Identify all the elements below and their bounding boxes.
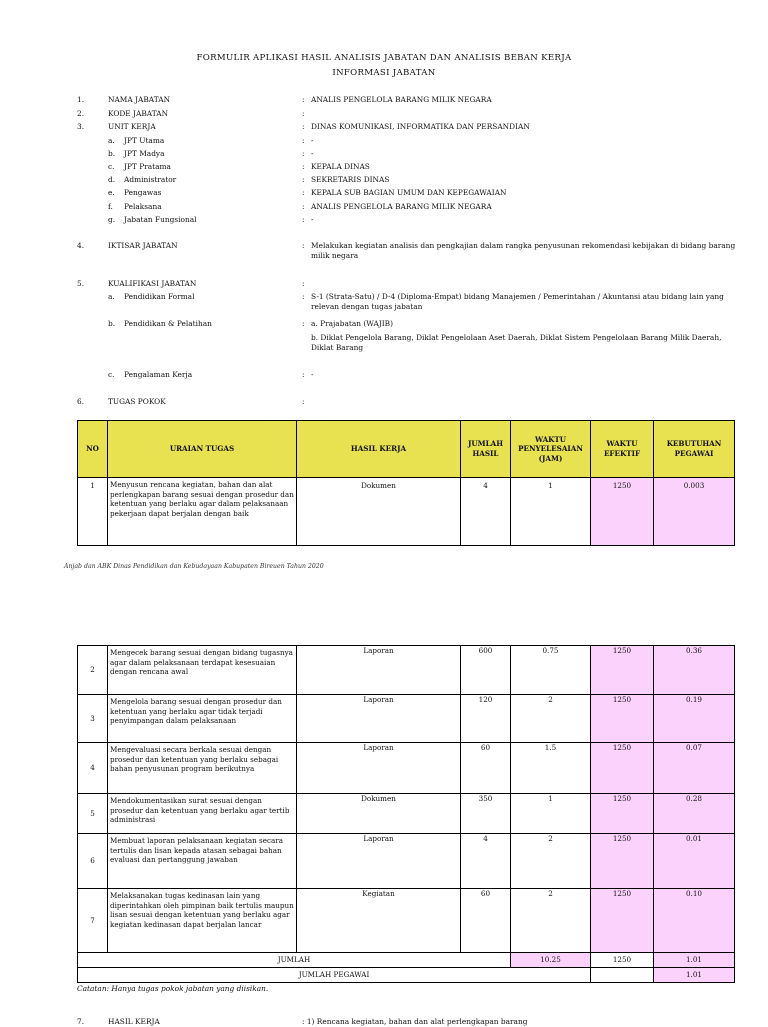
row-waktu: 1 xyxy=(511,794,591,834)
field-number: a. xyxy=(108,136,115,145)
field-value: SEKRETARIS DINAS xyxy=(311,175,390,184)
field-label: KODE JABATAN xyxy=(108,109,169,118)
header-no: NO xyxy=(78,421,108,478)
field-value: - xyxy=(311,370,314,379)
table-row xyxy=(78,646,735,695)
field-colon: : xyxy=(302,319,305,328)
field-number: b. xyxy=(108,319,116,328)
row-jumlah: 350 xyxy=(461,794,511,834)
field-label: UNIT KERJA xyxy=(108,122,156,131)
section-title: INFORMASI JABATAN xyxy=(332,68,436,78)
jumlah-waktu: 10.25 xyxy=(511,953,591,968)
field-label: JPT Utama xyxy=(124,136,165,145)
row-efektif: 1250 xyxy=(591,478,654,546)
row-no: 6 xyxy=(78,834,108,889)
field-label: HASIL KERJA xyxy=(108,1017,160,1026)
field-colon: : xyxy=(302,397,305,406)
field-colon: : xyxy=(302,122,305,131)
field-colon: : xyxy=(302,95,305,104)
row-no: 5 xyxy=(78,794,108,834)
field-number: 4. xyxy=(77,241,85,250)
jumlah-pegawai-value: 1.01 xyxy=(654,968,735,983)
row-no: 1 xyxy=(78,478,108,546)
row-jumlah: 4 xyxy=(461,834,511,889)
row-task: Membuat laporan pelaksanaan kegiatan secara tertulis dan lisan kepada atasan sebagai bahan evaluasi dan pertanggung jawaban xyxy=(108,834,297,889)
field-value: KEPALA DINAS xyxy=(311,162,370,171)
field-value: a. Prajabatan (WAJIB) xyxy=(311,319,393,328)
header-uraian-tugas: URAIAN TUGAS xyxy=(108,421,297,478)
row-waktu: 2 xyxy=(511,889,591,953)
jumlah-pegawai-row xyxy=(78,968,735,983)
header-jumlah-hasil: JUMLAH HASIL xyxy=(461,421,511,478)
field-number: 2. xyxy=(77,109,85,118)
field-colon: : xyxy=(302,136,305,145)
header-hasil-kerja: HASIL KERJA xyxy=(297,421,461,478)
row-jumlah: 4 xyxy=(461,478,511,546)
row-task: Mendokumentasikan surat sesuai dengan prosedur dan ketentuan yang berlaku agar tertib administrasi xyxy=(108,794,297,834)
row-kebutuhan: 0.36 xyxy=(654,646,735,695)
field-value: ANALIS PENGELOLA BARANG MILIK NEGARA xyxy=(311,95,492,104)
field-colon: : xyxy=(302,370,305,379)
field-label: TUGAS POKOK xyxy=(108,397,166,406)
field-label: IKTISAR JABATAN xyxy=(108,241,178,250)
table-row xyxy=(78,834,735,889)
row-hasil: Dokumen xyxy=(297,794,461,834)
field-colon: : xyxy=(302,188,305,197)
field-colon: : xyxy=(302,202,305,211)
row-kebutuhan: 0.07 xyxy=(654,743,735,794)
row-jumlah: 120 xyxy=(461,695,511,743)
field-number: c. xyxy=(108,162,115,171)
row-hasil: Laporan xyxy=(297,743,461,794)
catatan-note: Catatan: Hanya tugas pokok jabatan yang diisikan. xyxy=(77,984,269,993)
row-waktu: 2 xyxy=(511,834,591,889)
row-efektif: 1250 xyxy=(591,794,654,834)
jumlah-efektif: 1250 xyxy=(591,953,654,968)
row-hasil: Dokumen xyxy=(297,478,461,546)
table-row xyxy=(78,794,735,834)
field-colon: : xyxy=(302,241,305,250)
field-colon: : xyxy=(302,279,305,288)
row-waktu: 2 xyxy=(511,695,591,743)
field-number: d. xyxy=(108,175,116,184)
task-table-page1 xyxy=(77,420,735,546)
field-number: 1. xyxy=(77,95,85,104)
row-jumlah: 60 xyxy=(461,743,511,794)
row-task: Mengelola barang sesuai dengan prosedur dan ketentuan yang berlaku agar tidak terjadi penyimpangan dalam pelaksanaan xyxy=(108,695,297,743)
field-number: 5. xyxy=(77,279,85,288)
field-value: Melakukan kegiatan analisis dan pengkajian dalam rangka penyusunan rekomendasi kebijakan di bidang barang milik negara xyxy=(311,241,736,260)
row-waktu: 1.5 xyxy=(511,743,591,794)
table-row xyxy=(78,743,735,794)
field-number: c. xyxy=(108,370,115,379)
row-kebutuhan: 0.01 xyxy=(654,834,735,889)
row-jumlah: 60 xyxy=(461,889,511,953)
row-no: 4 xyxy=(78,743,108,794)
row-waktu: 1 xyxy=(511,478,591,546)
row-efektif: 1250 xyxy=(591,834,654,889)
field-value: - xyxy=(311,136,314,145)
field-label: Jabatan Fungsional xyxy=(124,215,197,224)
row-kebutuhan: 0.28 xyxy=(654,794,735,834)
row-efektif: 1250 xyxy=(591,889,654,953)
task-table-page2 xyxy=(77,645,735,983)
field-label: Pengawas xyxy=(124,188,162,197)
field-number: 7. xyxy=(77,1017,85,1026)
table-row xyxy=(78,695,735,743)
field-number: g. xyxy=(108,215,116,224)
field-label: Pendidikan Formal xyxy=(124,292,195,301)
field-value: ANALIS PENGELOLA BARANG MILIK NEGARA xyxy=(311,202,492,211)
row-no: 2 xyxy=(78,646,108,695)
field-colon: : xyxy=(302,215,305,224)
jumlah-label: JUMLAH xyxy=(78,953,511,968)
row-task: Menyusun rencana kegiatan, bahan dan alat perlengkapan barang sesuai dengan prosedur dan ketentuan yang berlaku agar dalam pelaksanaan pekerjaan dapat berjalan dengan baik xyxy=(108,478,297,546)
field-value: DINAS KOMUNIKASI, INFORMATIKA DAN PERSANDIAN xyxy=(311,122,530,131)
field-number: f. xyxy=(108,202,113,211)
row-hasil: Laporan xyxy=(297,834,461,889)
header-kebutuhan-pegawai: KEBUTUHAN PEGAWAI xyxy=(654,421,735,478)
field-number: 3. xyxy=(77,122,85,131)
header-waktu-efektif: WAKTU EFEKTIF xyxy=(591,421,654,478)
field-value-secondary: b. Diklat Pengelola Barang, Diklat Pengelolaan Aset Daerah, Diklat Sistem Pengelolaan Barang Milik Daerah, Diklat Barang xyxy=(311,333,722,352)
row-task: Mengecek barang sesuai dengan bidang tugasnya agar dalam pelaksanaan terdapat kesesuaian dengan rencana awal xyxy=(108,646,297,695)
page-footer-note: Anjab dan ABK Dinas Pendidikan dan Kebudayaan Kabupaten Bireuen Tahun 2020 xyxy=(64,563,324,570)
row-hasil: Laporan xyxy=(297,646,461,695)
row-efektif: 1250 xyxy=(591,646,654,695)
field-colon: : xyxy=(302,162,305,171)
field-label: Pelaksana xyxy=(124,202,162,211)
field-label: KUALIFIKASI JABATAN xyxy=(108,279,197,288)
field-colon: : xyxy=(302,292,305,301)
field-colon: : xyxy=(302,149,305,158)
row-kebutuhan: 0.10 xyxy=(654,889,735,953)
field-label: Pengalaman Kerja xyxy=(124,370,193,379)
field-number: e. xyxy=(108,188,115,197)
header-waktu-penyelesaian: WAKTU PENYELESAIAN (JAM) xyxy=(511,421,591,478)
form-title: FORMULIR APLIKASI HASIL ANALISIS JABATAN DAN ANALISIS BEBAN KERJA xyxy=(196,53,572,63)
field-label: NAMA JABATAN xyxy=(108,95,171,104)
field-value: KEPALA SUB BAGIAN UMUM DAN KEPEGAWAIAN xyxy=(311,188,507,197)
jumlah-pegawai-label: JUMLAH PEGAWAI xyxy=(78,968,591,983)
row-kebutuhan: 0.003 xyxy=(654,478,735,546)
row-no: 3 xyxy=(78,695,108,743)
table-row xyxy=(78,478,735,546)
field-number: 6. xyxy=(77,397,85,406)
field-value: S-1 (Strata-Satu) / D-4 (Diploma-Empat) bidang Manajemen / Pemerintahan / Akuntansi atau bidang lain yang relevan dengan tugas jabatan xyxy=(311,292,724,311)
table-row xyxy=(78,889,735,953)
field-value: : 1) Rencana kegiatan, bahan dan alat perlengkapan barang xyxy=(302,1017,528,1026)
field-value: - xyxy=(311,215,314,224)
jumlah-kebutuhan: 1.01 xyxy=(654,953,735,968)
row-kebutuhan: 0.19 xyxy=(654,695,735,743)
field-colon: : xyxy=(302,109,305,118)
row-no: 7 xyxy=(78,889,108,953)
field-number: b. xyxy=(108,149,116,158)
row-jumlah: 600 xyxy=(461,646,511,695)
jumlah-pegawai-empty xyxy=(591,968,654,983)
row-hasil: Laporan xyxy=(297,695,461,743)
row-efektif: 1250 xyxy=(591,695,654,743)
field-colon: : xyxy=(302,175,305,184)
field-number: a. xyxy=(108,292,115,301)
row-task: Melaksanakan tugas kedinasan lain yang diperintahkan oleh pimpinan baik tertulis maupun lisan sesuai dengan ketentuan yang berlaku agar kegiatan kedinasan dapat berjalan lancar xyxy=(108,889,297,953)
row-efektif: 1250 xyxy=(591,743,654,794)
row-waktu: 0.75 xyxy=(511,646,591,695)
field-label: Pendidikan & Pelatihan xyxy=(124,319,212,328)
row-hasil: Kegiatan xyxy=(297,889,461,953)
field-label: Administrator xyxy=(124,175,177,184)
jumlah-row xyxy=(78,953,735,968)
row-task: Mengevaluasi secara berkala sesuai dengan prosedur dan ketentuan yang berlaku sebagai bahan penyusunan program berikutnya xyxy=(108,743,297,794)
field-label: JPT Pratama xyxy=(124,162,171,171)
field-value: - xyxy=(311,149,314,158)
field-label: JPT Madya xyxy=(124,149,165,158)
